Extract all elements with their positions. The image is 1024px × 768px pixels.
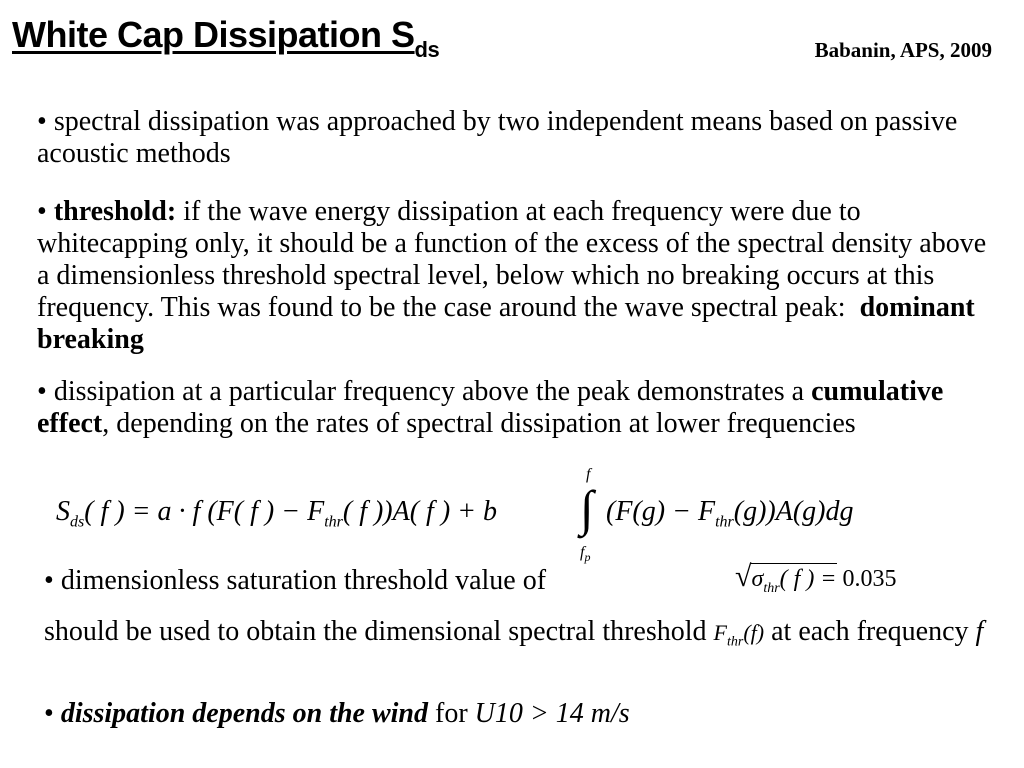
eq-seg-1: ( f ) = a · f (F( f ) − F	[84, 496, 325, 527]
bullet-2: • threshold: if the wave energy dissipation at each frequency were due to whitecapping only, it should be a function of the excess of the spectral density above a dimensionless threshold spectral level, below which no breaking occurs at this frequency. This was found to be the case around the wave spectral peak: dominant breaking	[37, 196, 987, 355]
bullet-4: • dimensionless saturation threshold value of	[44, 565, 547, 596]
slide-credit: Babanin, APS, 2009	[814, 38, 992, 62]
saturation-value: 0.035	[842, 566, 897, 592]
bullet-4-text: dimensionless saturation threshold value of	[60, 565, 547, 596]
eq-seg-3-sub: thr	[715, 513, 734, 531]
saturation-equation	[735, 560, 897, 597]
sqrt-radicand	[751, 563, 837, 596]
bullet-5: • dissipation depends on the wind for U10 > 14 m/s	[44, 698, 630, 729]
sigma-arg: ( f ) =	[779, 566, 837, 592]
fthr-symbol: $F_{thr}(f)$	[713, 620, 765, 650]
integral-lower-var: f	[580, 544, 585, 561]
eq-seg-1-sub: thr	[324, 513, 343, 531]
bullet-4-cont-mid: at each frequency	[771, 616, 969, 647]
eq-seg-3: (F(g) − F	[606, 496, 716, 527]
dissipation-equation	[56, 496, 497, 532]
eq-seg-2: ( f ))A( f ) + b	[342, 496, 498, 527]
frequency-symbol: f	[975, 616, 984, 647]
bullet-2-emphasis: dominant breaking	[37, 292, 975, 355]
slide-title	[12, 14, 439, 63]
bullet-3-emphasis: cumulative effect	[37, 376, 944, 439]
bullet-4-cont-pre: should be used to obtain the dimensional spectral threshold	[44, 616, 707, 647]
bullet-1-text: spectral dissipation was approached by two independent means based on passive acoustic methods	[37, 106, 958, 169]
title-main: White Cap Dissipation S	[12, 14, 415, 55]
dissipation-equation-rhs	[606, 496, 853, 532]
integral-upper-limit: f	[586, 466, 591, 483]
wind-condition: U10 > 14 m/s	[474, 698, 630, 729]
bullet-5-mid: for	[435, 698, 468, 729]
title-subscript: ds	[414, 37, 440, 62]
bullet-2-text: if the wave energy dissipation at each frequency were due to whitecapping only, it should be a function of the excess of the spectral density above a dimensionless threshold spectral level, below which no breaking occurs at this frequency. This was found to be the case around the wave spectral peak:	[37, 196, 987, 323]
sqrt-sign: √	[735, 560, 752, 593]
integral-lower-sub: p	[584, 550, 591, 565]
bullet-1: • spectral dissipation was approached by two independent means based on passive acoustic methods	[37, 106, 958, 169]
bullet-3-post: , depending on the rates of spectral dissipation at lower frequencies	[102, 408, 856, 439]
bullet-5-emphasis: dissipation depends on the wind	[60, 698, 428, 729]
eq-seg-4: (g))A(g)dg	[733, 496, 854, 527]
eq-lhs-sub: ds	[70, 513, 85, 531]
sigma-sub: thr	[763, 580, 780, 596]
bullet-2-label: threshold:	[53, 196, 177, 227]
eq-lhs: S	[56, 496, 70, 527]
integral-lower-limit	[580, 544, 590, 565]
bullet-3: • dissipation at a particular frequency above the peak demonstrates a cumulative effect, depending on the rates of spectral dissipation at lower frequencies	[37, 376, 944, 439]
bullet-3-pre: dissipation at a particular frequency above the peak demonstrates a	[53, 376, 805, 407]
sigma-symbol: σ	[751, 566, 764, 592]
integral-sign: ∫	[580, 480, 594, 536]
bullet-4-continuation	[44, 616, 994, 658]
